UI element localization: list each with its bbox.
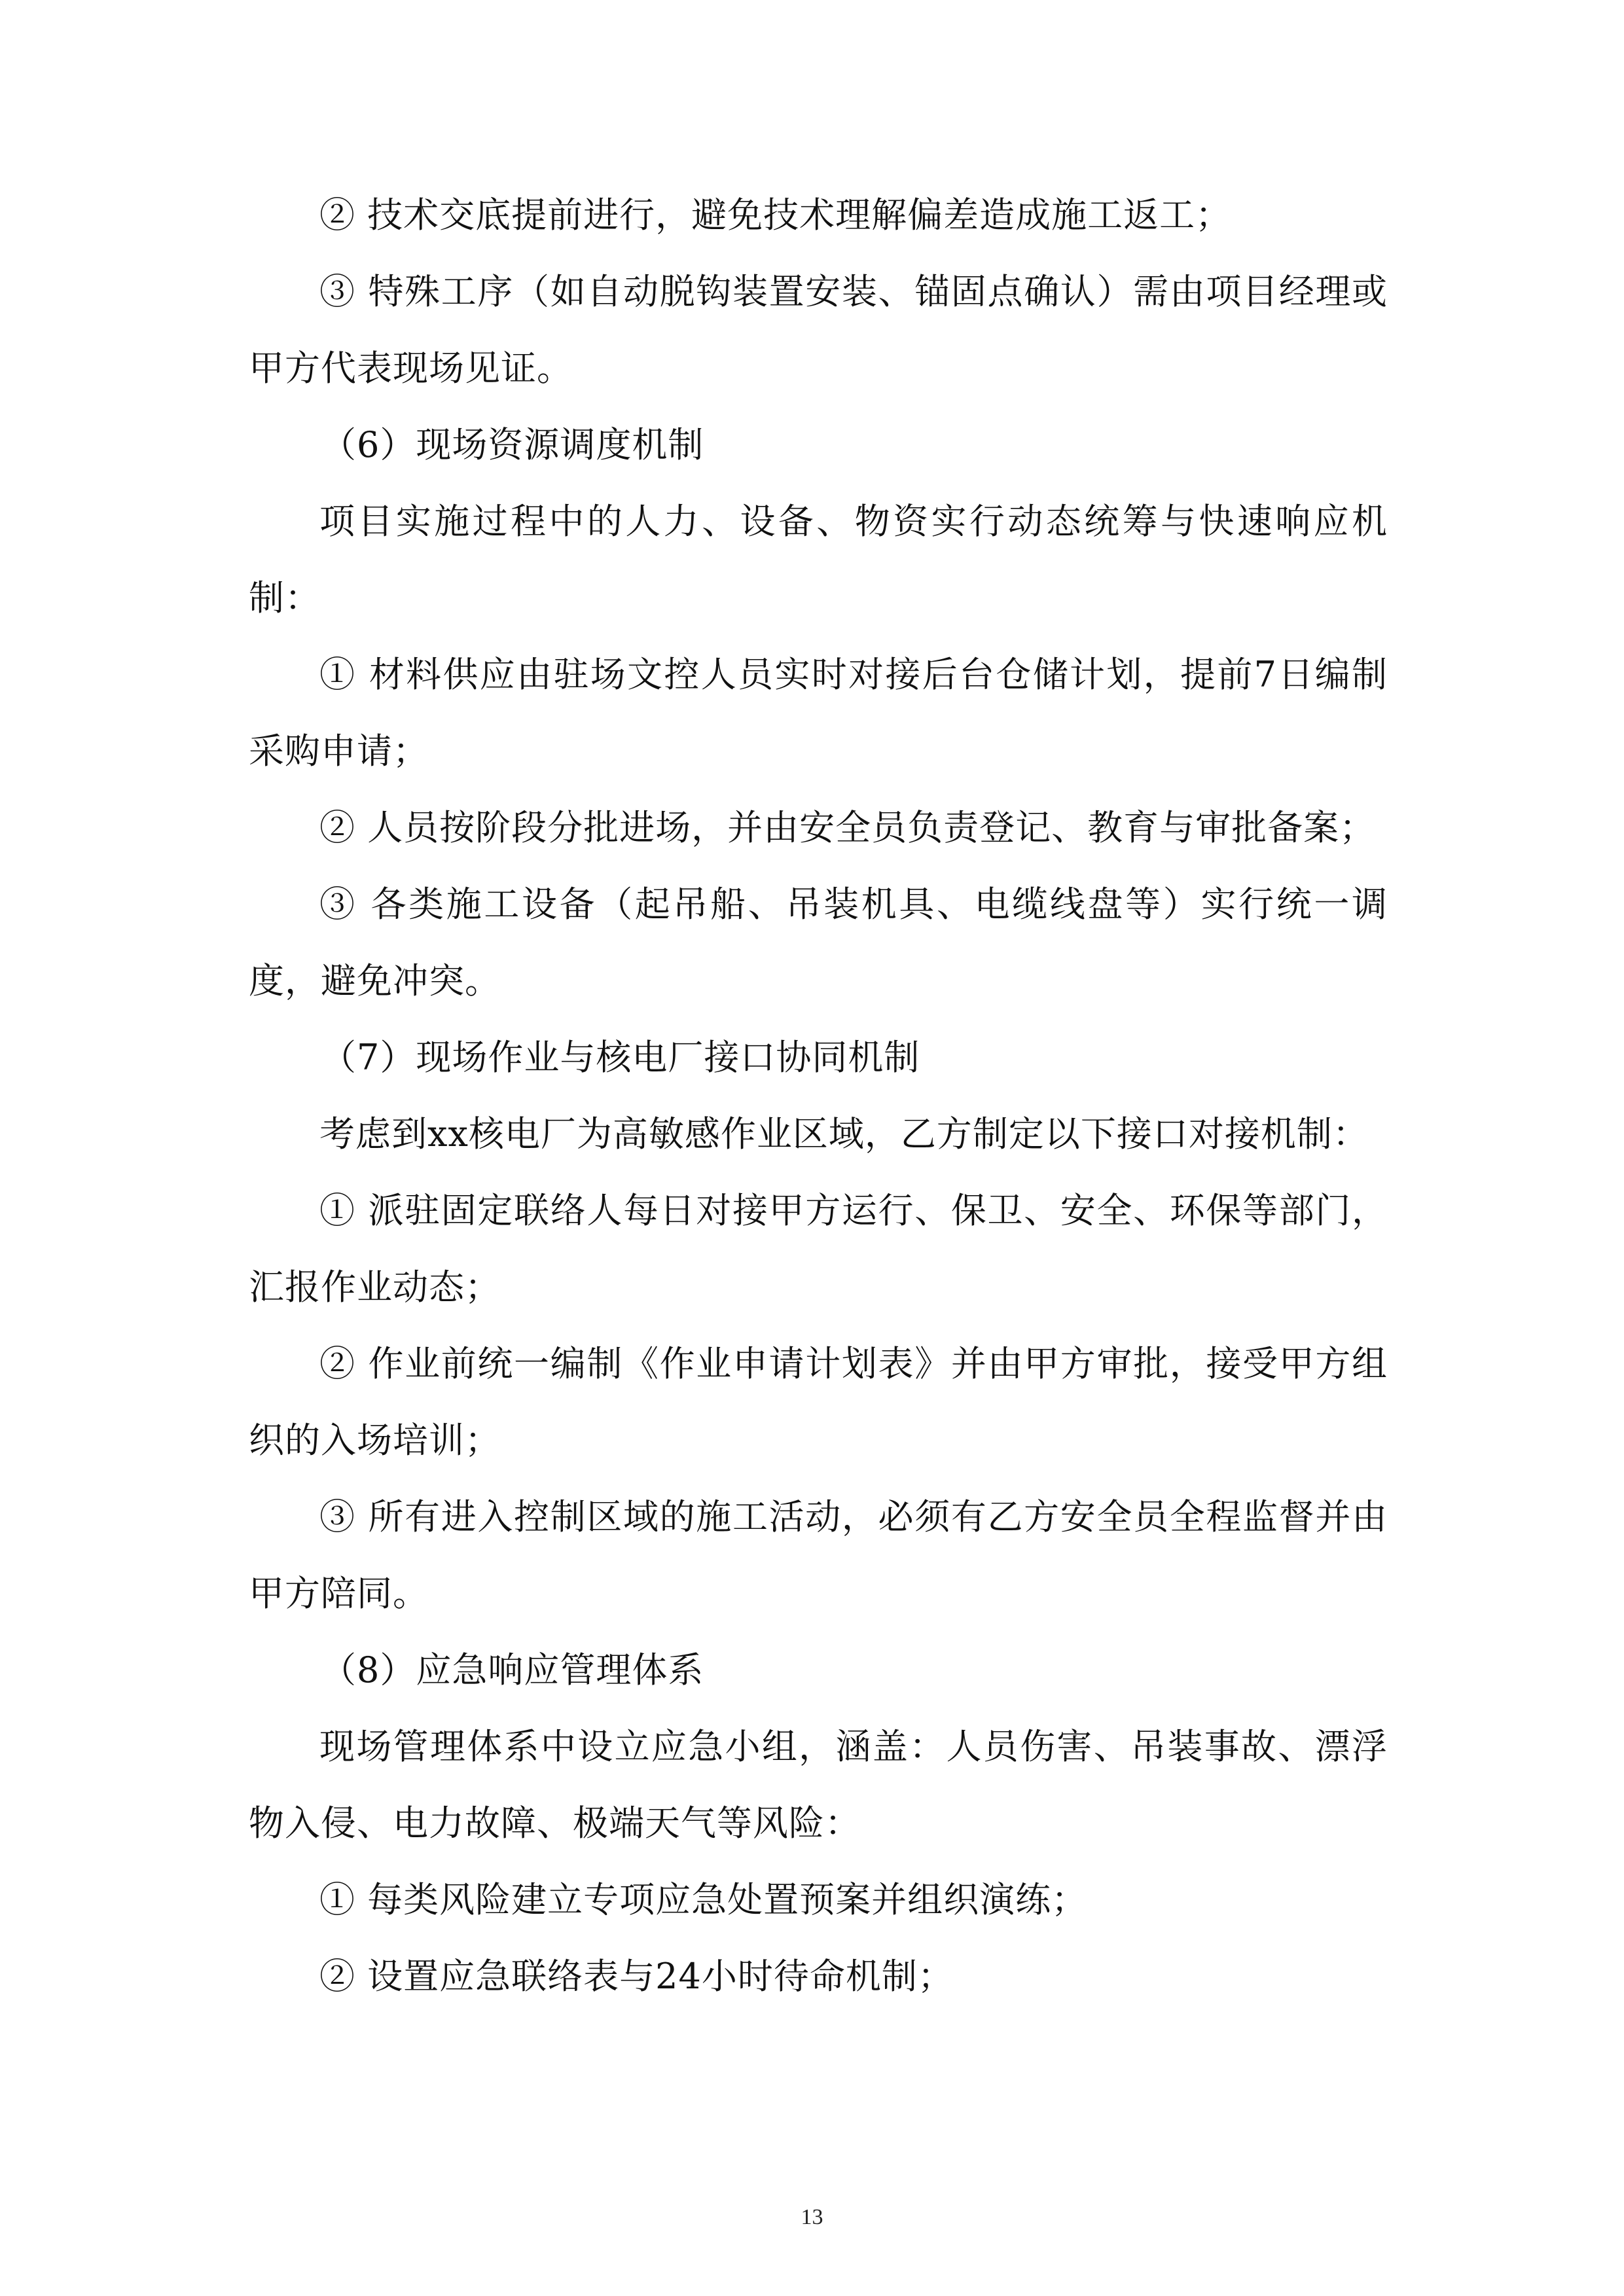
- paragraph-emergency-contact: ② 设置应急联络表与24小时待命机制；: [319, 1956, 954, 1997]
- paragraph-emergency-plan: ① 每类风险建立专项应急处置预案并组织演练；: [319, 1879, 1088, 1920]
- paragraph-tech-briefing: ② 技术交底提前进行，避免技术理解偏差造成施工返工；: [319, 194, 1232, 236]
- paragraph-interface-intro: 考虑到xx核电厂为高敏感作业区域，乙方制定以下接口对接机制：: [319, 1113, 1369, 1155]
- section-heading-6: （6）现场资源调度机制: [321, 424, 704, 465]
- paragraph-special-process: ③ 特殊工序（如自动脱钩装置安装、锚固点确认）需由项目经理或甲方代表现场见证。: [249, 271, 1388, 389]
- paragraph-equipment-dispatch: ③ 各类施工设备（起吊船、吊装机具、电缆线盘等）实行统一调度，避免冲突。: [249, 884, 1388, 1001]
- paragraph-resource-intro: 项目实施过程中的人力、设备、物资实行动态统筹与快速响应机制：: [249, 501, 1388, 619]
- paragraph-work-application: ② 作业前统一编制《作业申请计划表》并由甲方审批，接受甲方组织的入场培训；: [249, 1343, 1388, 1461]
- page-number: 13: [801, 2205, 823, 2229]
- paragraph-material-supply: ① 材料供应由驻场文控人员实时对接后台仓储计划，提前7日编制采购申请；: [249, 654, 1388, 772]
- section-heading-8: （8）应急响应管理体系: [321, 1649, 704, 1691]
- paragraph-control-area: ③ 所有进入控制区域的施工活动，必须有乙方安全员全程监督并由甲方陪同。: [249, 1496, 1388, 1614]
- section-heading-7: （7）现场作业与核电厂接口协同机制: [321, 1037, 920, 1078]
- paragraph-liaison: ① 派驻固定联络人每日对接甲方运行、保卫、安全、环保等部门，汇报作业动态；: [249, 1190, 1388, 1308]
- paragraph-personnel-entry: ② 人员按阶段分批进场，并由安全员负责登记、教育与审批备案；: [319, 807, 1376, 848]
- document-body: [249, 177, 1388, 2015]
- paragraph-emergency-intro: 现场管理体系中设立应急小组，涵盖：人员伤害、吊装事故、漂浮物入侵、电力故障、极端天气等风险：: [249, 1726, 1388, 1844]
